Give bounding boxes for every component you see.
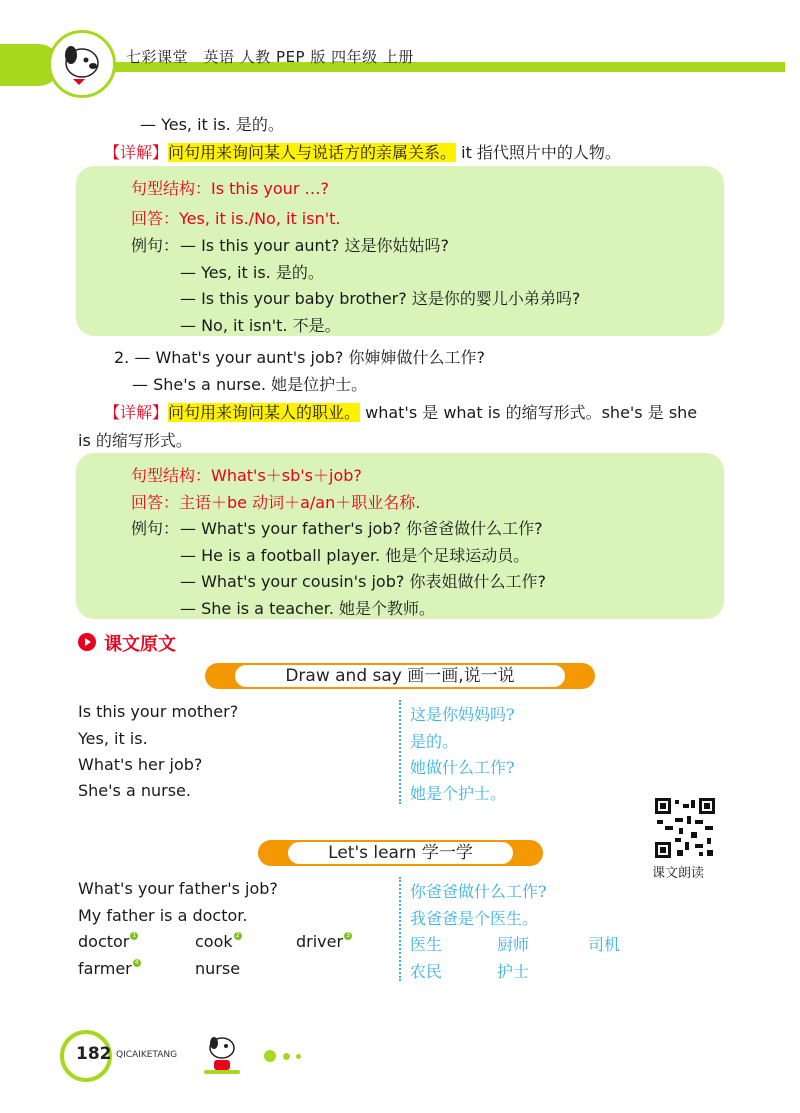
dialog-en: She's a nurse. (78, 781, 191, 800)
page-number: 182 (76, 1044, 112, 1064)
footer-dot (264, 1050, 276, 1062)
example-label: 例句： (131, 236, 180, 255)
detail-highlight: 问句用来询问某人的职业。 (168, 403, 361, 422)
example-line: — What's your father's job? 你爸爸做什么工作? (180, 519, 543, 538)
dialog-cn: 她做什么工作? (410, 758, 515, 777)
detail-tag: 【详解】 (104, 403, 169, 422)
mascot-footer-icon (196, 1030, 246, 1080)
footer-dot (283, 1053, 290, 1060)
word-doctor (78, 932, 138, 951)
word-cn: 厨师 (497, 935, 530, 954)
word-cook (195, 932, 242, 951)
footer-dot (296, 1054, 301, 1059)
word-en: cook (195, 932, 233, 951)
word-cn: 农民 (410, 962, 443, 981)
answer-line: — She's a nurse. 她是位护士。 (132, 375, 368, 394)
footnote-marker: 3 (344, 932, 352, 940)
word-en: driver (296, 932, 344, 951)
learn-en: What's your father's job? (78, 879, 278, 898)
word-en: doctor (78, 932, 130, 951)
pattern-answer: 回答：Yes, it is./No, it isn't. (131, 209, 341, 228)
word-en: farmer (78, 959, 132, 978)
footer-brand: QICAIKETANG (116, 1050, 178, 1060)
dialog-en: Is this your mother? (78, 702, 239, 721)
example-line: — No, it isn't. 不是。 (180, 316, 341, 335)
dialog-en: What's her job? (78, 755, 203, 774)
example-line: — Is this your aunt? 这是你姑姑吗? (180, 236, 450, 255)
example-line: — Is this your baby brother? 这是你的婴儿小弟弟吗? (180, 289, 581, 308)
detail-text-cont: is 的缩写形式。 (78, 431, 192, 450)
detail-text: it 指代照片中的人物。 (456, 143, 621, 162)
example-label: 例句： (131, 519, 180, 538)
word-farmer (78, 959, 141, 978)
dialog-cn: 这是你妈妈吗? (410, 705, 515, 724)
dialog-en: Yes, it is. (78, 729, 148, 748)
detail-paragraph (104, 400, 697, 423)
detail-tag: 【详解】 (104, 143, 169, 162)
banner-title: Draw and say 画一画,说一说 (235, 665, 565, 687)
word-driver (296, 932, 352, 951)
mascot-logo (48, 30, 116, 98)
qr-code[interactable] (655, 798, 715, 858)
pattern-answer: 回答：主语＋be 动词＋a/an＋职业名称. (131, 493, 421, 512)
section-heading: 课文原文 (104, 634, 176, 655)
footnote-marker: 2 (234, 932, 242, 940)
example-line: — She is a teacher. 她是个教师。 (180, 599, 436, 618)
example-line: — What's your cousin's job? 你表姐做什么工作? (180, 572, 546, 591)
detail-paragraph (104, 140, 621, 163)
header-title: 七彩课堂 英语 人教 PEP 版 四年级 上册 (126, 48, 414, 66)
footnote-marker: 1 (130, 932, 138, 940)
learn-en: My father is a doctor. (78, 906, 248, 925)
detail-highlight: 问句用来询问某人与说话方的亲属关系。 (168, 143, 457, 162)
question-line: 2. — What's your aunt's job? 你婶婶做什么工作? (114, 348, 486, 367)
play-icon (78, 633, 96, 651)
footnote-marker: 4 (133, 959, 141, 967)
example-line: — He is a football player. 他是个足球运动员。 (180, 546, 530, 565)
word-cn: 司机 (588, 935, 621, 954)
detail-text: what's 是 what is 的缩写形式。she's 是 she (360, 403, 698, 422)
learn-cn: 我爸爸是个医生。 (410, 909, 539, 928)
learn-cn: 你爸爸做什么工作? (410, 882, 547, 901)
banner-title: Let's learn 学一学 (288, 842, 513, 864)
dotted-divider (399, 700, 401, 804)
word-nurse: nurse (195, 959, 241, 978)
pattern-structure: 句型结构：What's＋sb's＋job? (131, 466, 362, 485)
example-line: — Yes, it is. 是的。 (180, 263, 324, 282)
answer-line: — Yes, it is. 是的。 (140, 115, 284, 134)
qr-label: 课文朗读 (652, 866, 705, 881)
word-cn: 医生 (410, 935, 443, 954)
dotted-divider (399, 877, 401, 981)
dialog-cn: 她是个护士。 (410, 784, 507, 803)
dialog-cn: 是的。 (410, 732, 459, 751)
pattern-structure: 句型结构：Is this your …? (131, 179, 329, 198)
word-cn: 护士 (497, 962, 530, 981)
